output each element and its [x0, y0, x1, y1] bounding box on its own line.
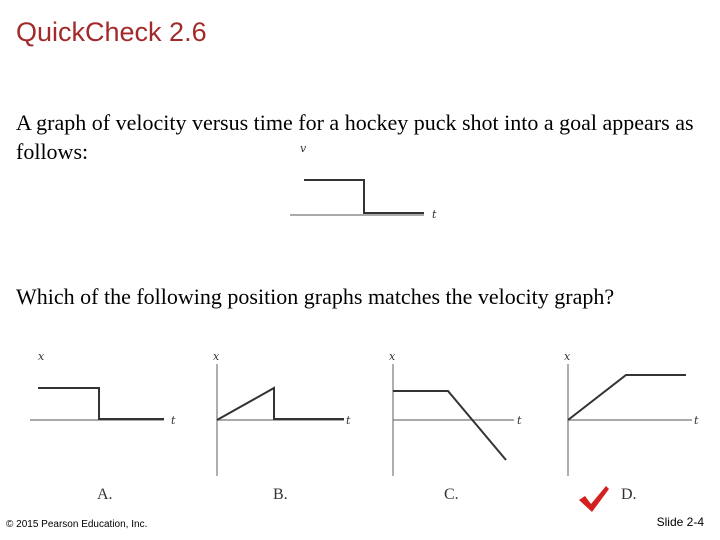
option-a-curve — [38, 388, 164, 419]
slide-number: Slide 2-4 — [656, 515, 704, 529]
option-a-label[interactable]: A. — [97, 486, 113, 503]
option-d-curve — [568, 375, 686, 420]
option-c-label[interactable]: C. — [444, 486, 459, 503]
question-text: A graph of velocity versus time for a hockey puck shot into a goal appears as follows: — [16, 110, 694, 164]
option-a-y-axis-label: x — [38, 350, 45, 363]
checkmark-icon — [577, 484, 611, 514]
copyright: © 2015 Pearson Education, Inc. — [6, 519, 148, 530]
option-c-y-axis-label: x — [389, 350, 396, 363]
prompt-text: Which of the following position graphs matches the velocity graph? — [16, 284, 615, 309]
slide-title: QuickCheck 2.6 — [16, 17, 207, 47]
option-d-x-axis-label: t — [694, 414, 699, 427]
option-c-x-axis-label: t — [517, 414, 522, 427]
option-a-x-axis-label: t — [171, 414, 176, 427]
option-c-graph — [380, 348, 540, 478]
option-d-label[interactable]: D. — [621, 486, 637, 503]
option-b-curve — [217, 388, 344, 420]
option-b-label[interactable]: B. — [273, 486, 288, 503]
velocity-x-axis-label: t — [432, 208, 437, 221]
option-c-curve — [393, 391, 506, 460]
option-b-graph — [204, 348, 364, 478]
option-a-graph — [28, 348, 188, 478]
velocity-y-axis-label: v — [300, 142, 307, 155]
option-d-y-axis-label: x — [564, 350, 571, 363]
option-b-x-axis-label: t — [346, 414, 351, 427]
option-d-graph — [554, 348, 714, 478]
velocity-graph — [286, 140, 446, 225]
velocity-curve — [304, 180, 424, 213]
option-b-y-axis-label: x — [213, 350, 220, 363]
